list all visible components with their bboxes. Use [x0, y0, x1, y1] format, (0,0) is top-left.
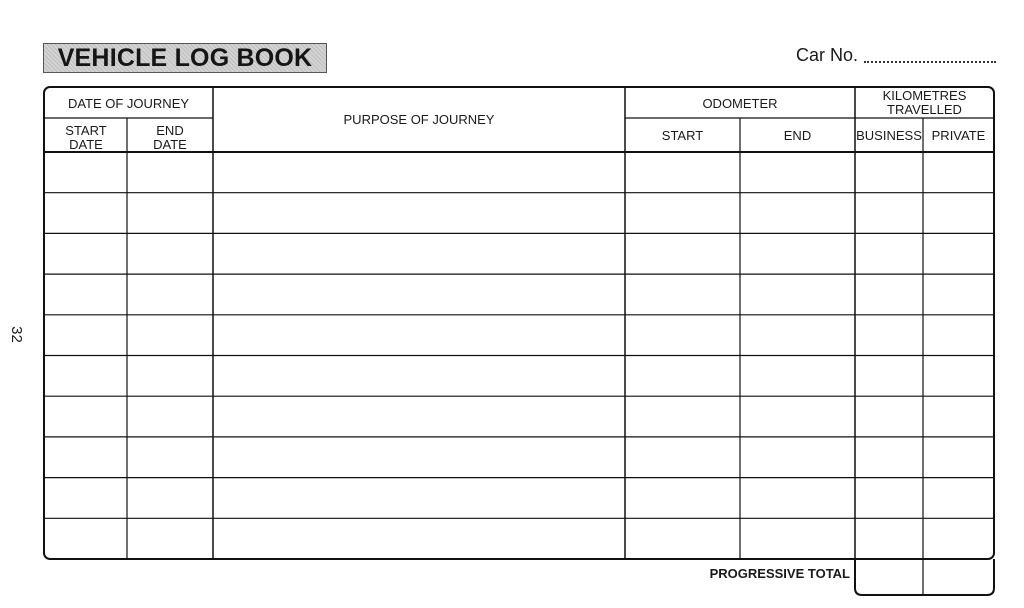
header-date-of-journey: DATE OF JOURNEY — [67, 96, 190, 111]
header-purpose: PURPOSE OF JOURNEY — [343, 112, 495, 127]
header-odometer-end: END — [783, 128, 812, 143]
header-end-date: END DATE — [153, 123, 187, 152]
header-kilometres-travelled: KILOMETRES TRAVELLED — [882, 88, 967, 117]
header-odometer: ODOMETER — [702, 96, 778, 111]
page-title: VEHICLE LOG BOOK — [57, 43, 313, 72]
progressive-total-box — [855, 559, 994, 595]
header-business: BUSINESS — [856, 128, 922, 143]
table-outer-border — [44, 87, 994, 559]
progressive-total-label: PROGRESSIVE TOTAL — [709, 566, 850, 581]
car-number-label: Car No. — [796, 45, 859, 65]
header-start-date: START DATE — [65, 123, 107, 152]
page-number: 32 — [7, 326, 25, 343]
table-rows — [44, 193, 994, 519]
header-odometer-start: START — [661, 128, 704, 143]
header-private: PRIVATE — [931, 128, 986, 143]
